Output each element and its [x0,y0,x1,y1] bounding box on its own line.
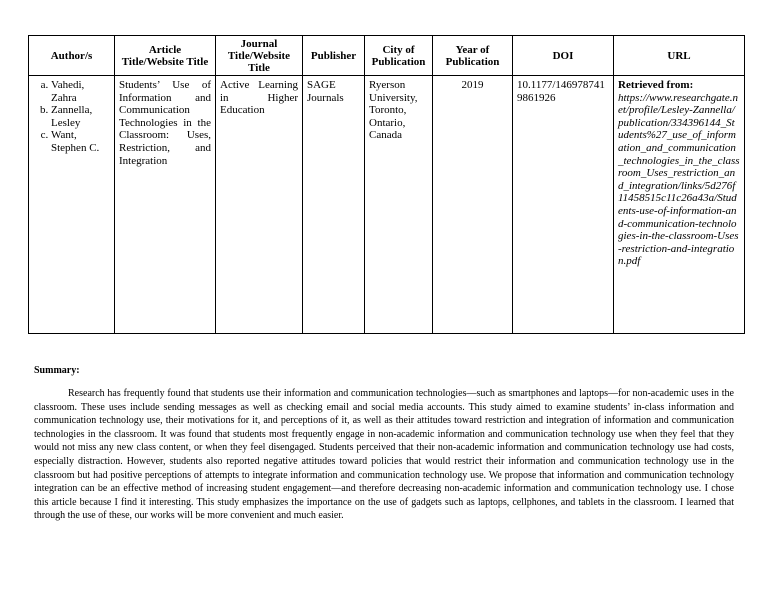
doi-value: 10.1177/1469787419861926 [517,79,605,104]
cell-year: 2019 [433,76,513,334]
cell-city: Ryerson University, Toronto, Ontario, Canada [365,76,433,334]
cell-url [614,76,745,334]
cell-doi [513,76,614,334]
header-publisher: Publisher [303,36,365,76]
author-item: a. Vahedi, Zahra [51,79,110,104]
summary-paragraph: Research has frequently found that students use their information and communication technologies—such as smartphones and laptops—for non-academic uses in the classroom. These uses include sending messages as well as checking email and social media accounts. This study aimed to examine students’ in-class information and communication technology use, their motivations for it, and perceptions of it, as well as their attitudes toward restriction and integration of information and communication technologies in the classroom. It was found that students most frequently engage in non-academic information and communication technology use when they feel that they would not miss any new class content, or when they feel disengaged. Students perceived that their non-academic information and communication technology use had costs, especially distraction. However, students also reported negative attitudes toward policies that would restrict their information and communication technology use in the classroom but had positive perceptions of attempts to integrate information and communication technology use. We propose that information and communication technology integration can be an effective method of increasing student engagement—and therefore decreasing non-academic information and communication technology use. I chose this article because I find it interesting. This study emphasizes the importance on the use of gadgets such as laptops, cellphones, and tablets in the classroom. I learned that through the use of these, our works will be more convenient and much easier. [34,388,734,522]
header-authors: Author/s [29,36,115,76]
header-url: URL [614,36,745,76]
table-header-row [29,36,745,76]
header-doi: DOI [513,36,614,76]
cell-journal-title: Active Learning in Higher Education [216,76,303,334]
summary-title: Summary: [34,365,80,376]
author-item: b. Zannella, Lesley [51,104,110,129]
author-list [33,79,110,155]
url-label: Retrieved from: [618,79,694,91]
header-year: Year of Publication [433,36,513,76]
header-city: City of Publication [365,36,433,76]
table-row [29,76,745,334]
header-journal-title: Journal Title/Website Title [216,36,303,76]
cell-article-title: Students’ Use of Information and Communication Technologies in the Classroom: Uses, Restriction, and Integration [115,76,216,334]
cell-authors [29,76,115,334]
author-item: c. Want, Stephen C. [51,129,110,154]
summary-section [34,365,734,523]
cell-publisher: SAGE Journals [303,76,365,334]
url-link[interactable]: https://www.researchgate.net/profile/Lesley-Zannella/publication/334396144_Students%27_use_of_information_and_communication_technologies_in_the_classroom_Uses_restriction_and_integration/links/5d276f11458515c11c26a43a/Students-use-of-information-and-communication-technologies-in-the-classroom-Uses-restriction-and-integration.pdf [618,91,740,268]
reference-table [28,35,745,334]
header-article-title: Article Title/Website Title [115,36,216,76]
